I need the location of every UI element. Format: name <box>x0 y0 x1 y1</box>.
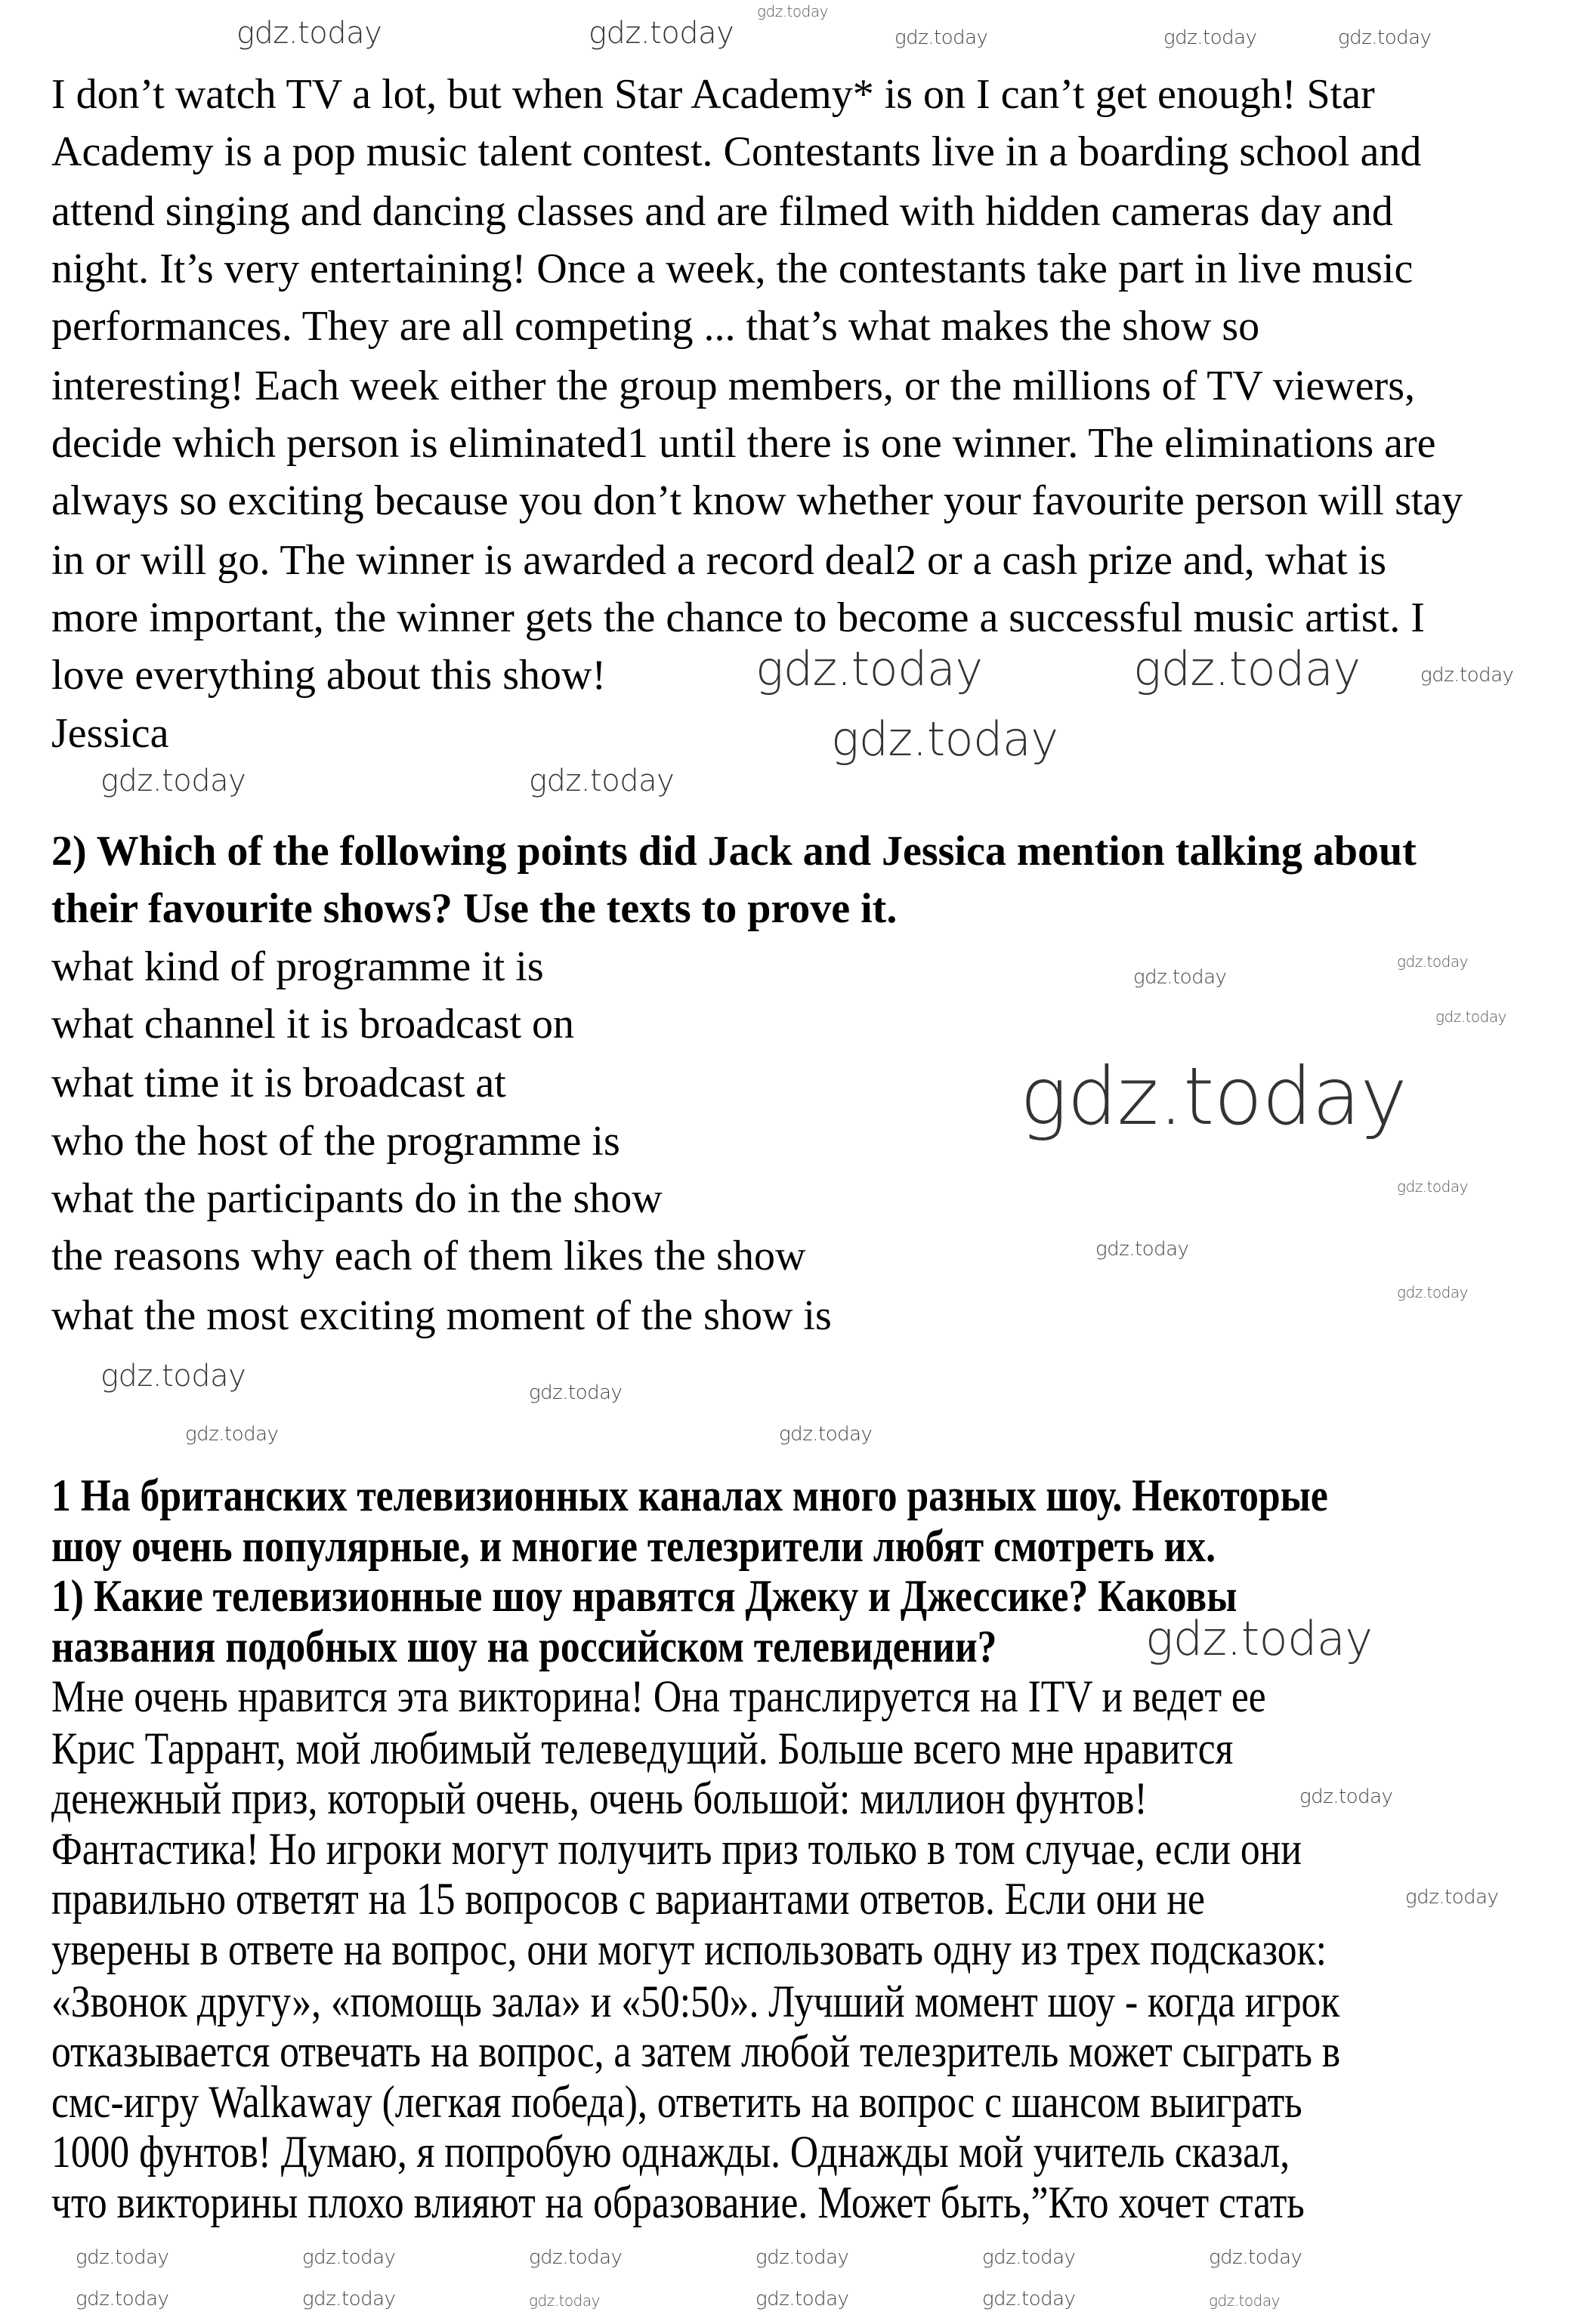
watermark: gdz.today <box>1397 952 1468 971</box>
watermark: gdz.today <box>1405 1886 1499 1909</box>
watermark: gdz.today <box>982 2288 1076 2310</box>
watermark: gdz.today <box>100 1359 246 1393</box>
text-line: interesting! Each week either the group members, or the millions of TV viewers, <box>51 363 1415 409</box>
ru-line: Фантастика! Но игроки могут получить приз только в том случае, если они <box>51 1824 1302 1874</box>
watermark: gdz.today <box>1435 1008 1506 1026</box>
text-line: Academy is a pop music talent contest. Contestants live in a boarding school and <box>51 128 1422 175</box>
watermark: gdz.today <box>302 2288 396 2310</box>
watermark: gdz.today <box>589 16 734 51</box>
watermark: gdz.today <box>1209 2292 1280 2310</box>
ru-heading: 1 На британских телевизионных каналах много разных шоу. Некоторые <box>51 1471 1328 1520</box>
watermark: gdz.today <box>1145 1611 1373 1666</box>
list-item: what the most exciting moment of the show is <box>51 1292 832 1339</box>
watermark: gdz.today <box>236 16 382 51</box>
watermark: gdz.today <box>1133 966 1227 989</box>
list-item: what the participants do in the show <box>51 1175 663 1222</box>
watermark: gdz.today <box>1397 1283 1468 1301</box>
list-item: what time it is broadcast at <box>51 1060 506 1106</box>
watermark: gdz.today <box>831 711 1058 767</box>
ru-line: уверены в ответе на вопрос, они могут использовать одну из трех подсказок: <box>51 1924 1327 1974</box>
watermark: gdz.today <box>100 764 246 798</box>
ru-heading: шоу очень популярные, и многие телезрители любят смотреть их. <box>51 1521 1216 1571</box>
text-line: love everything about this show! <box>51 652 607 699</box>
text-line: more important, the winner gets the chance to become a successful music artist. I <box>51 594 1425 641</box>
watermark: gdz.today <box>895 26 988 49</box>
ru-line: «Звонок другу», «помощь зала» и «50:50». Лучший момент шоу - когда игрок <box>51 1977 1340 2026</box>
watermark: gdz.today <box>757 2 828 20</box>
task-heading: their favourite shows? Use the texts to prove it. <box>51 885 898 932</box>
watermark: gdz.today <box>779 1423 873 1446</box>
list-item: what channel it is broadcast on <box>51 1001 575 1048</box>
text-line: attend singing and dancing classes and are filmed with hidden cameras day and <box>51 188 1393 235</box>
watermark: gdz.today <box>1020 1051 1407 1143</box>
watermark: gdz.today <box>755 2288 849 2310</box>
text-line: night. It’s very entertaining! Once a week, the contestants take part in live music <box>51 245 1414 292</box>
ru-line: 1000 фунтов! Думаю, я попробую однажды. Однажды мой учитель сказал, <box>51 2127 1290 2177</box>
watermark: gdz.today <box>1163 26 1257 49</box>
ru-line: смс-игру Walkaway (легкая победа), ответить на вопрос с шансом выиграть <box>51 2077 1302 2127</box>
watermark: gdz.today <box>755 2246 849 2269</box>
list-item: who the host of the programme is <box>51 1118 620 1165</box>
watermark: gdz.today <box>76 2288 169 2310</box>
list-item: what kind of programme it is <box>51 943 544 990</box>
watermark: gdz.today <box>529 764 675 798</box>
ru-line: правильно ответят на 15 вопросов с вариантами ответов. Если они не <box>51 1874 1205 1924</box>
text-line: performances. They are all competing ... that’s what makes the show so <box>51 303 1260 350</box>
watermark: gdz.today <box>982 2246 1076 2269</box>
ru-line: отказывается отвечать на вопрос, а затем любой телезритель может сыграть в <box>51 2026 1341 2076</box>
watermark: gdz.today <box>302 2246 396 2269</box>
text-line: always so exciting because you don’t know whether your favourite person will stay <box>51 477 1463 524</box>
watermark: gdz.today <box>1133 641 1361 696</box>
ru-line: денежный приз, который очень, очень большой: миллион фунтов! <box>51 1773 1148 1823</box>
watermark: gdz.today <box>1209 2246 1302 2269</box>
ru-question: названия подобных шоу на российском телевидении? <box>51 1622 997 1671</box>
watermark: gdz.today <box>1095 1238 1189 1261</box>
ru-question: 1) Какие телевизионные шоу нравятся Джеку и Джессике? Каковы <box>51 1571 1237 1621</box>
text-line: decide which person is eliminated1 until there is one winner. The eliminations are <box>51 420 1436 467</box>
ru-line: Мне очень нравится эта викторина! Она транслируется на ITV и ведет ее <box>51 1671 1266 1721</box>
watermark: gdz.today <box>1299 1785 1393 1808</box>
watermark: gdz.today <box>755 641 983 696</box>
watermark: gdz.today <box>529 1381 623 1404</box>
ru-line: Крис Таррант, мой любимый телеведущий. Больше всего мне нравится <box>51 1724 1234 1773</box>
list-item: the reasons why each of them likes the show <box>51 1233 806 1279</box>
task-heading: 2) Which of the following points did Jack and Jessica mention talking about <box>51 828 1417 875</box>
ru-line: что викторины плохо влияют на образование. Может быть,”Кто хочет стать <box>51 2177 1305 2227</box>
watermark: gdz.today <box>1397 1177 1468 1196</box>
watermark: gdz.today <box>1420 664 1514 687</box>
watermark: gdz.today <box>529 2292 600 2310</box>
watermark: gdz.today <box>529 2246 623 2269</box>
watermark: gdz.today <box>1338 26 1432 49</box>
signature: Jessica <box>51 710 169 757</box>
watermark: gdz.today <box>76 2246 169 2269</box>
watermark: gdz.today <box>185 1423 279 1446</box>
text-line: I don’t watch TV a lot, but when Star Academy* is on I can’t get enough! Star <box>51 71 1375 118</box>
text-line: in or will go. The winner is awarded a record deal2 or a cash prize and, what is <box>51 537 1387 584</box>
